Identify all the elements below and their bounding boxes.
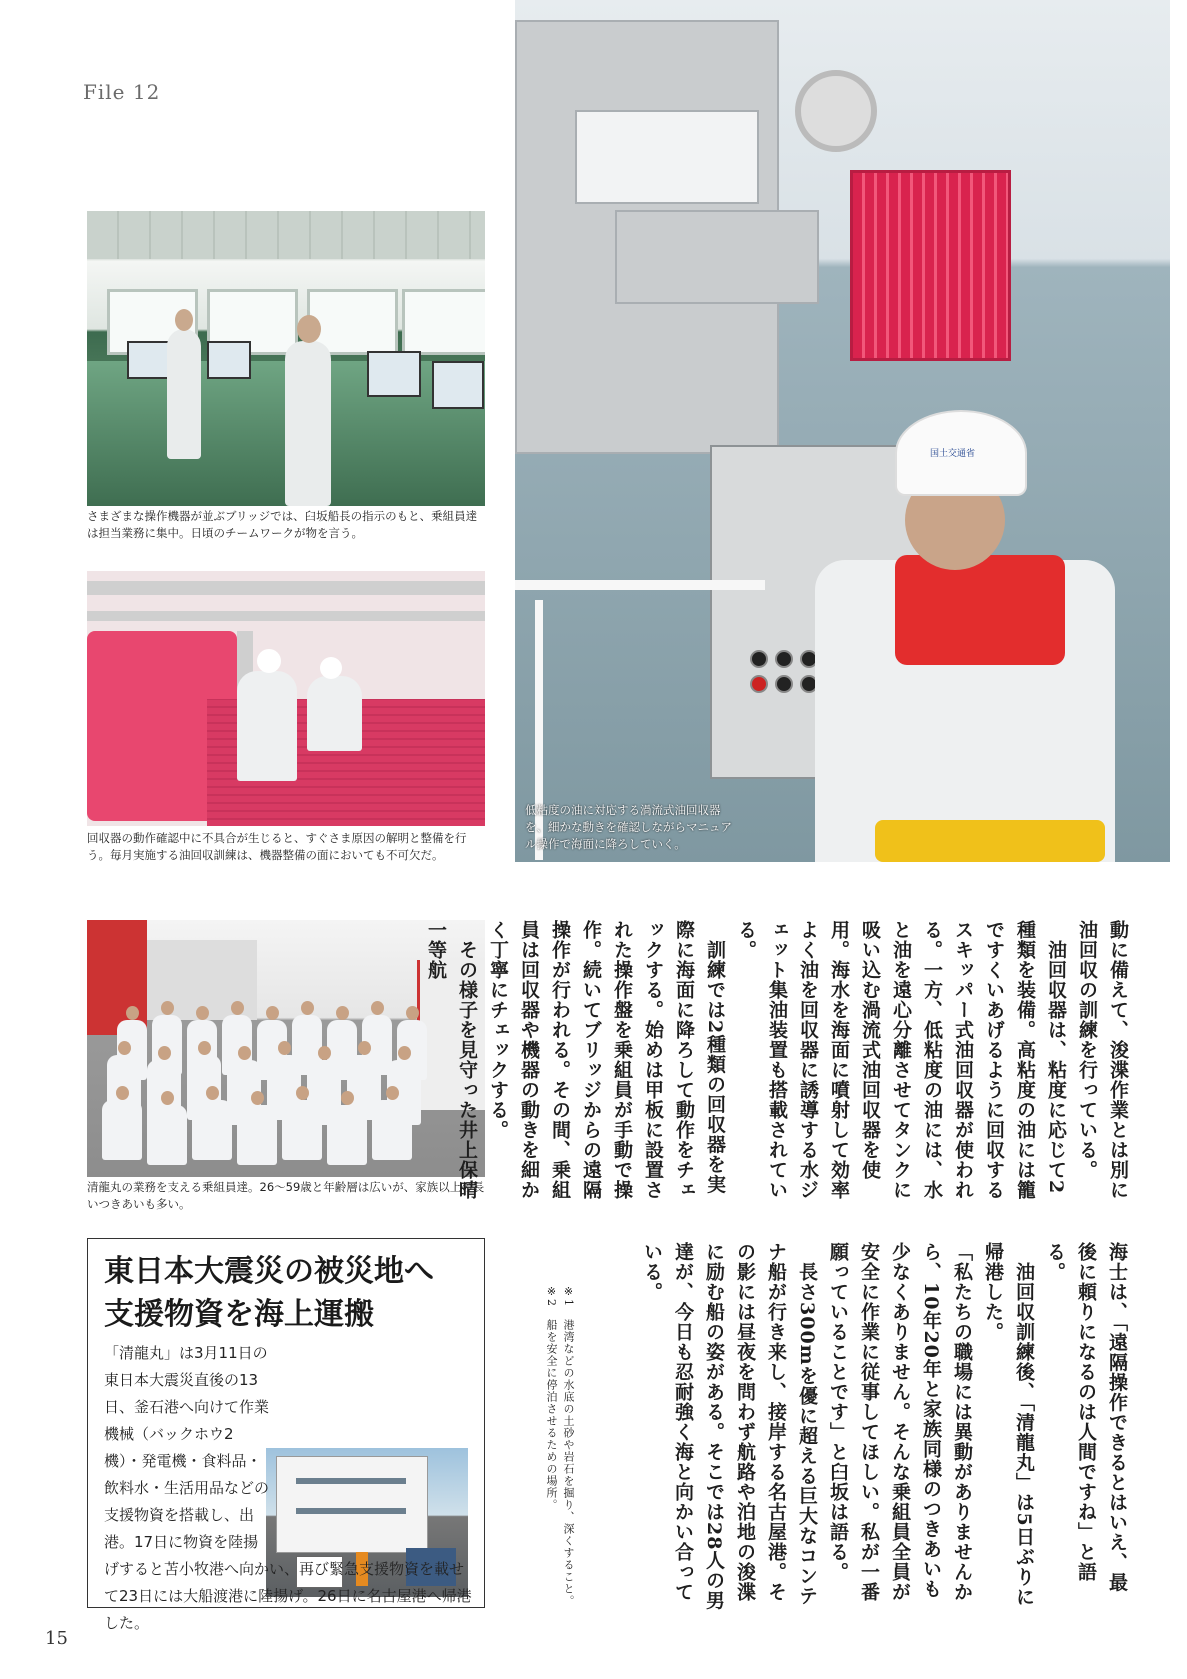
collector-caption: 回収器の動作確認中に不具合が生じると、すぐさま原因の解明と整備を行う。毎月実施する油回収訓練は、機器整備の面においても不可欠だ。	[87, 831, 467, 862]
crew-member	[237, 671, 297, 781]
box-body-text: 「清龍丸」は3月11日の東日本大震災直後の13日、釜石港へ向けて作業機械（バックホウ2機）・発電機・食料品・飲料水・生活用品などの支援物資を搭載し、出港。17日に物資を陸揚げすると苫小牧港へ向かい、再び緊急支援物資を載せて23日には大船渡港に陸揚げ。26日に名古屋港へ帰港した。	[104, 1344, 472, 1632]
crew-member	[102, 1100, 142, 1160]
collector-photo	[87, 571, 485, 826]
deck-housing	[615, 210, 819, 304]
main-photo	[515, 0, 1170, 862]
panel-button	[775, 650, 793, 668]
box-title-line: 東日本大震災の被災地へ	[104, 1254, 434, 1289]
crew-member	[167, 329, 201, 459]
crew-head	[297, 315, 321, 343]
file-label: File 12	[83, 80, 161, 104]
deck-rail	[515, 580, 765, 590]
article-text-lower: 海士は、「遠隔操作できるとはいえ、最後に頼りになるのは人間ですね」と語る。 油回収訓練後、「清龍丸」は5日ぶりに帰港した。 「私たちの職場には異動がありませんから、10年20年と家族同様のつきあいも少なくありません。そんな乗組員全員が安全に作業に従事してほしい。私が一番願っていることです」と臼坂は語る。 長さ300mを優に超える巨大なコンテナ船が行き来し、接岸する名古屋港。その影には昼夜を問わず航路や泊地の浚渫に励む船の姿がある。そこでは28人の男達が、今日も忍耐強く海と向かい合っている。	[641, 1242, 1128, 1611]
crew-member	[147, 1105, 187, 1165]
reel-wheel	[795, 70, 877, 152]
footnotes: ※1 港湾などの水底の土砂や岩石を掘り、深くすること。 ※2 船を安全に停泊させるための場所。	[545, 1285, 575, 1607]
overhead-pipe	[87, 611, 485, 621]
crew-member	[285, 341, 331, 506]
box-title-line: 支援物資を海上運搬	[104, 1297, 374, 1332]
crew-member	[282, 1100, 322, 1160]
console-screen	[432, 361, 484, 409]
crew-caption: 清龍丸の業務を支える乗組員達。26〜59歳と年齢層は広いが、家族以上の長いつきあいも多い。	[87, 1180, 485, 1211]
panel-button	[750, 650, 768, 668]
console-screen	[127, 341, 171, 379]
box-title	[104, 1250, 474, 1336]
crew-member	[192, 1100, 232, 1160]
crew-member	[237, 1105, 277, 1165]
crew-member	[372, 1100, 412, 1160]
box-body	[104, 1340, 476, 1637]
helmet	[257, 649, 281, 673]
article-text-upper: 動に備えて、浚渫作業とは別に油回収の訓練を行っている。 油回収器は、粘度に応じて2種類を装備。高粘度の油には籠ですくいあげるように回収するスキッパー式油回収器が使われる。一方、低粘度の油には、水と油を遠心分離させてタンクに吸い込む渦流式油回収器を使用。海水を海面に噴射して効率よく油を回収器に誘導する水ジェット集油装置も搭載されている。 訓練では2種類の回収器を実際に海面に降ろして動作をチェックする。始めは甲板に設置された操作盤を乗組員が手動で操作。続いてブリッジからの遠隔操作が行われる。その間、乗組員は回収器や機器の動きを細かく丁寧にチェックする。 その様子を見守った井上保晴一等航	[425, 920, 1129, 1200]
bridge-window	[402, 289, 485, 355]
ship-hull	[87, 920, 147, 1035]
helmet	[320, 657, 342, 679]
oil-collector	[850, 170, 1011, 361]
crew-member	[307, 676, 362, 751]
bridge-deck	[575, 110, 759, 204]
crew-member	[327, 1105, 367, 1165]
console-screen	[367, 351, 421, 397]
page-number: 15	[45, 1628, 68, 1649]
bridge-photo	[87, 211, 485, 506]
overhead-pipe	[87, 581, 485, 595]
console-screen	[207, 341, 251, 379]
safety-harness	[875, 820, 1105, 862]
panel-button	[775, 675, 793, 693]
bridge-caption: さまざまな操作機器が並ぶブリッジでは、臼坂船長の指示のもと、乗組員達は担当業務に集中。日頃のチームワークが物を言う。	[87, 509, 478, 540]
panel-button	[750, 675, 768, 693]
main-caption: 低粘度の油に対応する渦流式油回収器を、細かな動きを確認しながらマニュアル操作で海面に降ろしていく。	[525, 803, 732, 851]
helmet-label: 国土交通省	[930, 449, 976, 459]
bridge-ceiling	[87, 211, 485, 259]
life-vest	[895, 555, 1065, 665]
crew-head	[175, 309, 193, 331]
